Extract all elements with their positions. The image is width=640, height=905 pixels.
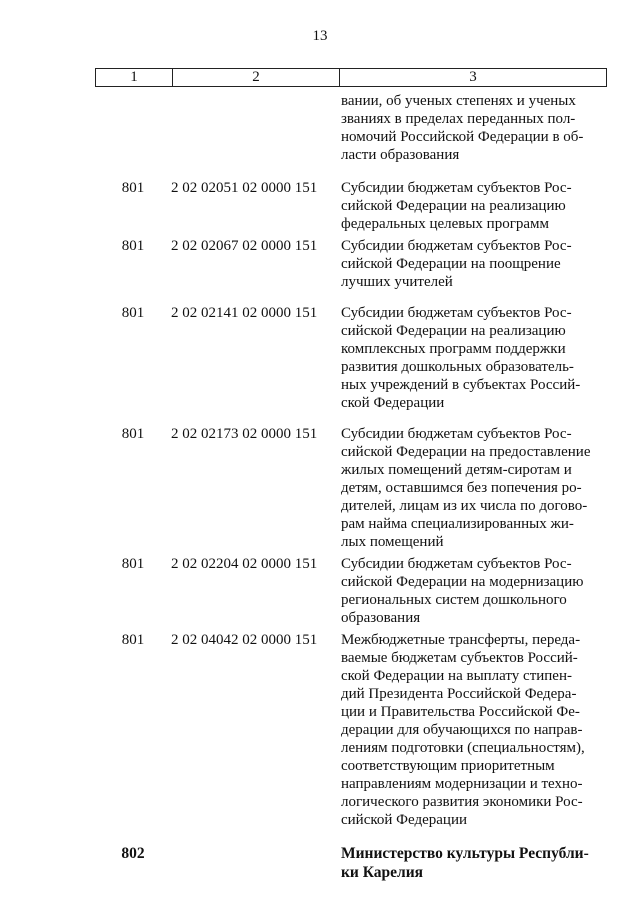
table-row [95,555,607,627]
description-cell: Межбюджетные трансферты, переда- ваемые бюджетам субъектов Россий- ской Федерации на выплату стипен- дий Президента Российской Федера- ции и Правительства Российской Фе- дерации для обучающихся по направ- лениям подготовки (специальностям), соответствующим приоритетным направлениям модернизации и техно- логического развития экономики Рос- сийской Федерации [341,632,585,828]
admin-code-cell: 801 [121,556,145,572]
kbk-code-cell: 2 02 02173 02 0000 151 [171,426,318,442]
table-body [95,92,607,882]
admin-code-cell [95,92,171,164]
kbk-code-cell: 2 02 02051 02 0000 151 [171,180,318,196]
ministry-code-cell: 802 [121,845,145,862]
admin-code-cell: 801 [121,238,145,254]
kbk-code-cell [171,844,341,882]
description-cell: Субсидии бюджетам субъектов Рос- сийской Федерации на реализацию комплексных программ поддержки развития дошкольных образователь- ных учреждений в субъектах Россий- ской Федерации [341,305,581,411]
description-cell: Субсидии бюджетам субъектов Рос- сийской Федерации на предоставление жилых помещений детям-сиротам и детям, оставшимся без попечения ро- дителей, лицам из их числа по догово- рам найма специализированных жи- лых помещений [341,426,591,550]
table-row [95,92,607,164]
table-row [95,304,607,412]
admin-code-cell: 801 [121,180,145,196]
header-col-3: 3 [469,69,477,85]
kbk-code-cell: 2 02 02141 02 0000 151 [171,305,318,321]
ministry-name-cell: Министерство культуры Республи- ки Карелия [341,845,589,881]
table-row [95,631,607,829]
table-header [95,68,607,87]
table-row [95,425,607,551]
admin-code-cell: 801 [121,305,145,321]
kbk-code-cell: 2 02 04042 02 0000 151 [171,632,318,648]
table-row [95,179,607,233]
header-col-1: 1 [96,69,173,86]
page-number: 13 [312,28,328,44]
admin-code-cell: 801 [121,426,145,442]
admin-code-cell: 801 [121,632,145,648]
kbk-code-cell: 2 02 02204 02 0000 151 [171,556,318,572]
table-row [95,844,607,882]
table-row [95,237,607,291]
description-cell: вании, об ученых степенях и ученых званиях в пределах переданных пол- номочий Российской Федерации в об- ласти образования [341,93,584,163]
description-cell: Субсидии бюджетам субъектов Рос- сийской Федерации на модернизацию региональных систем дошкольного образования [341,556,584,626]
kbk-code-cell [171,92,341,164]
kbk-code-cell: 2 02 02067 02 0000 151 [171,238,318,254]
description-cell: Субсидии бюджетам субъектов Рос- сийской Федерации на реализацию федеральных целевых программ [341,180,572,232]
header-col-2: 2 [173,69,340,86]
description-cell: Субсидии бюджетам субъектов Рос- сийской Федерации на поощрение лучших учителей [341,238,572,290]
